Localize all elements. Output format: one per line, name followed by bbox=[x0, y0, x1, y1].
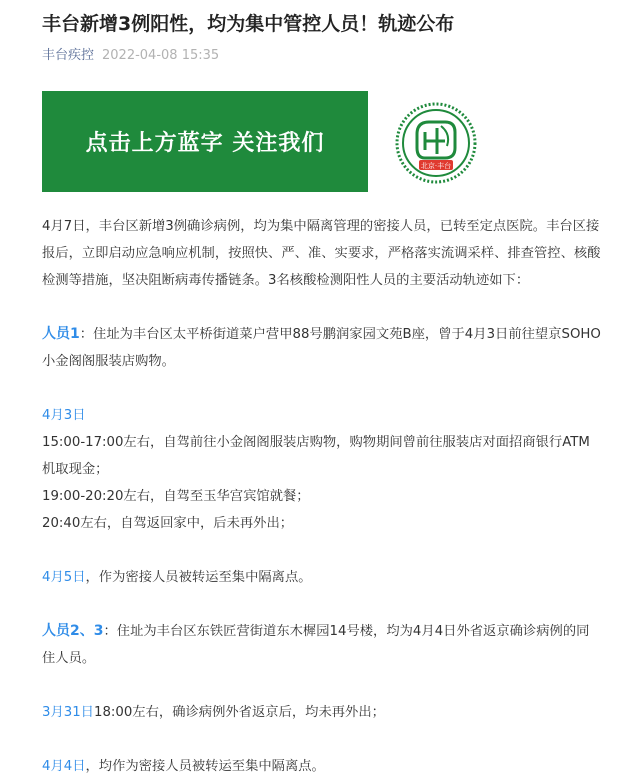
article-meta bbox=[42, 47, 219, 65]
person23-text: ：住址为丰台区东铁匠营街道东木樨园14号楼，均为4月4日外省返京确诊病例的同住人员。 bbox=[42, 624, 590, 666]
person1-paragraph bbox=[42, 321, 602, 375]
person1-label: 人员1 bbox=[42, 326, 80, 342]
date-apr4: 4月4日 bbox=[42, 759, 86, 774]
article-body bbox=[42, 213, 602, 780]
publish-date: 2022-04-08 15:35 bbox=[102, 48, 220, 63]
person1-text: ：住址为丰台区太平桥街道菜户营甲88号鹏润家园文苑B座，曾于4月3日前往望京SOHO小金阁阁服装店购物。 bbox=[42, 327, 601, 369]
follow-banner[interactable] bbox=[42, 91, 368, 192]
follow-banner-text: 点击上方蓝字 关注我们 bbox=[85, 131, 325, 156]
apr5-text: ，作为密接人员被转运至集中隔离点。 bbox=[85, 570, 312, 585]
person23-label: 人员2、3 bbox=[42, 623, 104, 639]
person23-paragraph bbox=[42, 618, 602, 672]
apr4-paragraph bbox=[42, 753, 602, 780]
article-title: 丰台新增3例阳性，均为集中管控人员！轨迹公布 bbox=[42, 13, 455, 35]
mar31-paragraph bbox=[42, 699, 602, 726]
author-link[interactable]: 丰台疾控 bbox=[42, 48, 95, 63]
emblem-caption: 北京·丰台 bbox=[420, 162, 452, 170]
mar31-text: 18:00左右，确诊病例外省返京后，均未再外出； bbox=[93, 705, 385, 720]
date-mar31: 3月31日 bbox=[42, 705, 94, 720]
apr3-line2: 19:00-20:20左右，自驾至玉华宫宾馆就餐； bbox=[42, 489, 310, 504]
apr3-line1: 15:00-17:00左右，自驾前往小金阁阁服装店购物，购物期间曾前往服装店对面招商银行ATM机取现金； bbox=[42, 435, 590, 477]
date-apr5: 4月5日 bbox=[42, 570, 86, 585]
fengtai-cdc-emblem-icon bbox=[395, 102, 477, 184]
intro-paragraph: 4月7日，丰台区新增3例确诊病例，均为集中隔离管理的密接人员，已转至定点医院。丰台区接报后，立即启动应急响应机制，按照快、严、准、实要求，严格落实流调采样、排查管控、核酸检测等措施，坚决阻断病毒传播链条。3名核酸检测阳性人员的主要活动轨迹如下： bbox=[42, 219, 601, 288]
date-apr3: 4月3日 bbox=[42, 408, 86, 423]
apr5-paragraph bbox=[42, 564, 602, 591]
apr4-text: ，均作为密接人员被转运至集中隔离点。 bbox=[85, 759, 325, 774]
apr3-line3: 20:40左右，自驾返回家中，后未再外出； bbox=[42, 516, 294, 531]
